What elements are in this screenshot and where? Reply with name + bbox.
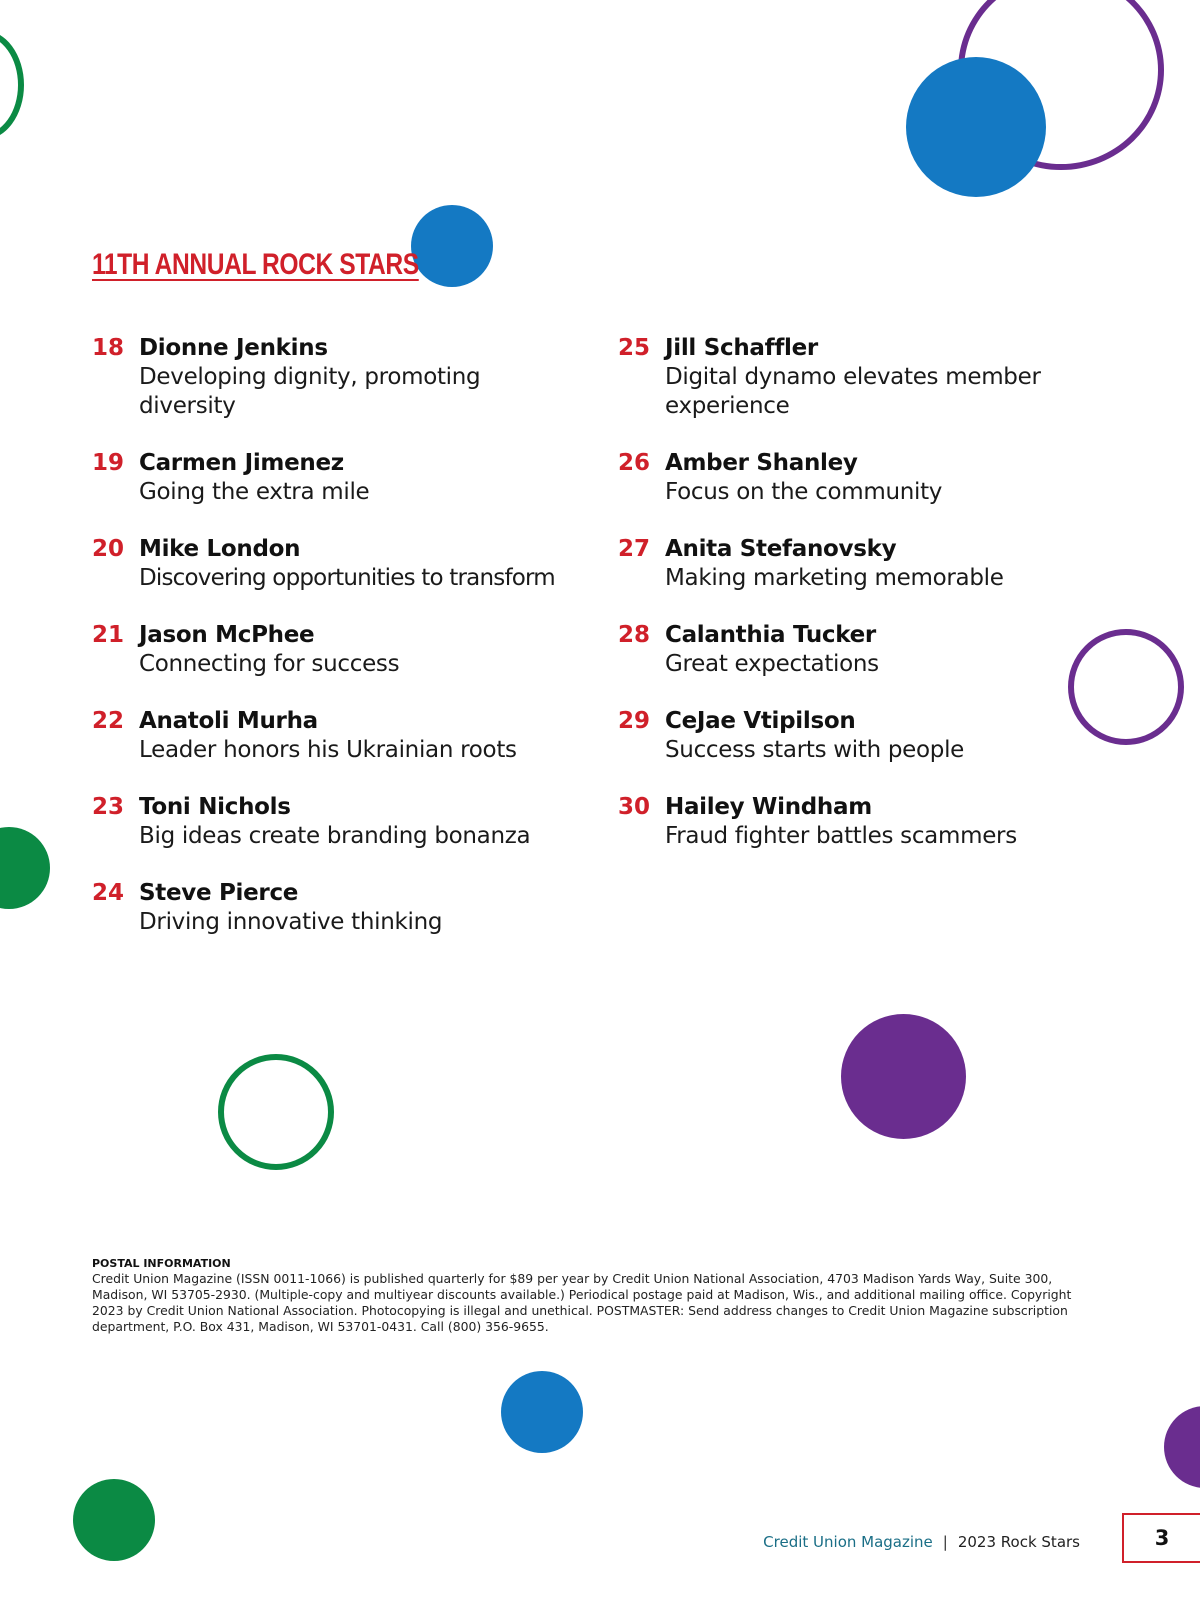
- entry-description: Going the extra mile: [139, 479, 370, 505]
- entry-description: Developing dignity, promoting diversity: [139, 364, 481, 419]
- entry-name: CeJae Vtipilson: [665, 708, 856, 734]
- entry-description: Making marketing memorable: [665, 565, 1004, 591]
- contents-entry[interactable]: [92, 707, 592, 765]
- contents-entry[interactable]: [92, 879, 592, 937]
- entry-description: Leader honors his Ukrainian roots: [139, 737, 517, 763]
- decorative-dot-blue-top-right: [906, 57, 1046, 197]
- contents-entry[interactable]: [92, 334, 592, 421]
- entry-page-number: 25: [618, 335, 651, 361]
- contents-entry[interactable]: [92, 535, 592, 593]
- contents-entry[interactable]: [618, 621, 1098, 679]
- contents-entry[interactable]: [92, 449, 592, 507]
- entry-description: Great expectations: [665, 651, 879, 677]
- entry-description: Focus on the community: [665, 479, 943, 505]
- decorative-dot-blue-bottom: [501, 1371, 583, 1453]
- footer-separator: |: [942, 1533, 948, 1551]
- decorative-ring-green-bottom-left: [218, 1054, 334, 1170]
- contents-entry[interactable]: [618, 535, 1098, 593]
- entry-description: Connecting for success: [139, 651, 400, 677]
- decorative-dot-blue-title: [411, 205, 493, 287]
- entry-name: Anatoli Murha: [139, 708, 318, 734]
- section-title: 11TH ANNUAL ROCK STARS: [92, 248, 419, 281]
- entry-page-number: 19: [92, 450, 125, 476]
- page-footer: [763, 1533, 1080, 1551]
- contents-entry[interactable]: [618, 707, 1098, 765]
- entry-page-number: 30: [618, 794, 651, 820]
- entry-description: Success starts with people: [665, 737, 965, 763]
- entry-page-number: 27: [618, 536, 651, 562]
- entry-name: Toni Nichols: [139, 794, 291, 820]
- postal-text: Credit Union Magazine (ISSN 0011-1066) is published quarterly for $89 per year by Credit Union National Association, 4703 Madison Yards Way, Suite 300, Madison, WI 53705-2930. (Multiple-copy and multiyear discounts available.) Periodical postage paid at Madison, Wis., and additional mailing office. Copyright 2023 by Credit Union National Association. Photocopying is illegal and unethical. POSTMASTER: Send address changes to Credit Union Magazine subscription department, P.O. Box 431, Madison, WI 53701-0431. Call (800) 356-9655.: [92, 1271, 1072, 1334]
- entry-page-number: 18: [92, 335, 125, 361]
- entry-name: Anita Stefanovsky: [665, 536, 897, 562]
- postal-heading: POSTAL INFORMATION: [92, 1257, 231, 1270]
- entry-page-number: 23: [92, 794, 125, 820]
- entry-page-number: 29: [618, 708, 651, 734]
- entry-name: Calanthia Tucker: [665, 622, 876, 648]
- contents-entry[interactable]: [92, 793, 592, 851]
- entry-name: Mike London: [139, 536, 301, 562]
- entry-description: Big ideas create branding bonanza: [139, 823, 531, 849]
- entry-name: Carmen Jimenez: [139, 450, 344, 476]
- decorative-dot-green-left: [0, 827, 50, 909]
- entry-page-number: 20: [92, 536, 125, 562]
- footer-issue-name: 2023 Rock Stars: [957, 1533, 1080, 1551]
- entry-page-number: 28: [618, 622, 651, 648]
- decorative-dot-purple-middle: [841, 1014, 966, 1139]
- contents-column-left: [92, 334, 592, 965]
- entry-name: Steve Pierce: [139, 880, 299, 906]
- entry-name: Amber Shanley: [665, 450, 858, 476]
- entry-description: Discovering opportunities to transform: [139, 565, 555, 591]
- decorative-dot-purple-bottom-right: [1164, 1406, 1200, 1488]
- contents-entry[interactable]: [618, 334, 1098, 421]
- page-number: 3: [1122, 1513, 1200, 1563]
- decorative-dot-green-bottom-left: [73, 1479, 155, 1561]
- entry-name: Hailey Windham: [665, 794, 872, 820]
- contents-entry[interactable]: [92, 621, 592, 679]
- footer-magazine-name: Credit Union Magazine: [763, 1533, 933, 1551]
- entry-page-number: 24: [92, 880, 125, 906]
- entry-page-number: 26: [618, 450, 651, 476]
- entry-page-number: 22: [92, 708, 125, 734]
- contents-entry[interactable]: [618, 449, 1098, 507]
- entry-description: Fraud fighter battles scammers: [665, 823, 1017, 849]
- contents-entry[interactable]: [618, 793, 1098, 851]
- entry-name: Jill Schaffler: [665, 335, 818, 361]
- entry-name: Jason McPhee: [139, 622, 315, 648]
- decorative-ring-green-top-left: [0, 30, 24, 140]
- entry-page-number: 21: [92, 622, 125, 648]
- entry-name: Dionne Jenkins: [139, 335, 328, 361]
- contents-column-right: [618, 334, 1098, 879]
- entry-description: Driving innovative thinking: [139, 909, 443, 935]
- entry-description: Digital dynamo elevates member experience: [665, 364, 1041, 419]
- postal-information: [92, 1257, 1102, 1335]
